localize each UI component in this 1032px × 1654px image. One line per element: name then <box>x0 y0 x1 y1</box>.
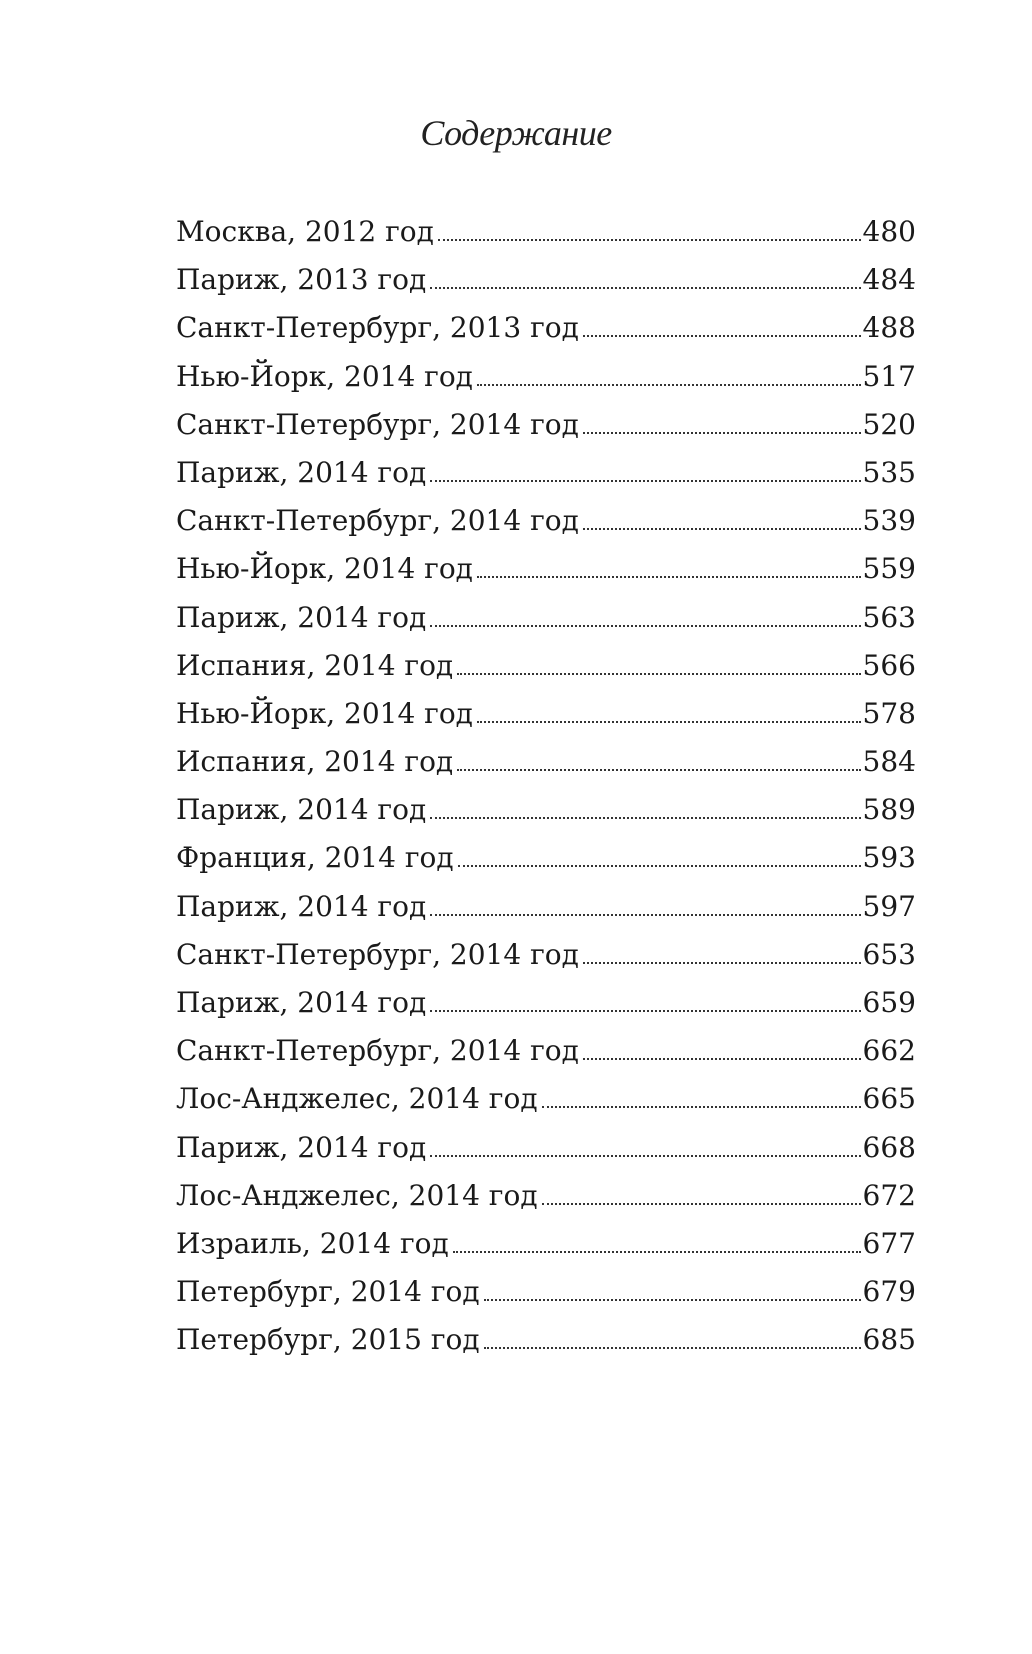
dot-leader <box>583 1058 861 1060</box>
toc-entry-page: 539 <box>862 504 916 538</box>
toc-entry-label: Лос-Анджелес, 2014 год <box>176 1082 538 1116</box>
toc-entry-page: 566 <box>862 648 916 682</box>
toc-entry[interactable] <box>176 738 916 786</box>
toc-entry-label: Париж, 2014 год <box>176 600 427 634</box>
dot-leader <box>430 914 860 916</box>
toc-entry[interactable] <box>176 353 916 401</box>
toc-entry-page: 668 <box>862 1130 916 1164</box>
toc-entry[interactable] <box>176 1268 916 1316</box>
toc-entry[interactable] <box>176 1075 916 1123</box>
toc-entry-page: 563 <box>862 600 916 634</box>
dot-leader <box>542 1203 861 1205</box>
toc-entry-label: Франция, 2014 год <box>176 841 454 875</box>
toc-entry-page: 593 <box>862 841 916 875</box>
toc-entry[interactable] <box>176 545 916 593</box>
page-title: Содержание <box>420 113 612 153</box>
toc-entry-label: Нью-Йорк, 2014 год <box>176 696 473 730</box>
dot-leader <box>484 1347 861 1349</box>
dot-leader <box>438 239 861 241</box>
toc-entry-label: Нью-Йорк, 2014 год <box>176 552 473 586</box>
toc-entry[interactable] <box>176 401 916 449</box>
dot-leader <box>430 817 860 819</box>
dot-leader <box>430 625 860 627</box>
toc-entry-page: 597 <box>862 889 916 923</box>
toc-entry[interactable] <box>176 449 916 497</box>
toc-entry-page: 520 <box>862 407 916 441</box>
toc-entry-page: 659 <box>862 986 916 1019</box>
dot-leader <box>430 1010 860 1012</box>
toc-entry-label: Санкт-Петербург, 2014 год <box>176 504 579 538</box>
toc-entry[interactable] <box>176 690 916 738</box>
dot-leader <box>542 1106 861 1108</box>
toc-entry-label: Париж, 2014 год <box>176 793 427 827</box>
toc-entry-page: 559 <box>862 552 916 586</box>
toc-entry[interactable] <box>176 304 916 352</box>
toc-entry-page: 685 <box>862 1323 916 1357</box>
toc-entry-page: 672 <box>862 1178 916 1212</box>
toc-entry-label: Петербург, 2014 год <box>176 1275 480 1309</box>
dot-leader <box>583 528 861 530</box>
toc-entry-page: 679 <box>862 1275 916 1309</box>
toc-entry-label: Париж, 2013 год <box>176 263 427 297</box>
dot-leader <box>583 335 861 337</box>
dot-leader <box>430 1155 860 1157</box>
toc-entry-label: Санкт-Петербург, 2013 год <box>176 311 579 345</box>
dot-leader <box>477 721 861 723</box>
toc-entry[interactable] <box>176 1316 916 1364</box>
toc-entry-label: Париж, 2014 год <box>176 455 427 489</box>
dot-leader <box>430 287 860 289</box>
toc-entry[interactable] <box>176 208 916 256</box>
dot-leader <box>453 1251 861 1253</box>
toc-entry-label: Санкт-Петербург, 2014 год <box>176 407 579 441</box>
toc-entry[interactable] <box>176 786 916 834</box>
toc-entry-page: 662 <box>862 1034 916 1068</box>
toc-entry-label: Санкт-Петербург, 2014 год <box>176 937 579 971</box>
toc-entry[interactable] <box>176 883 916 931</box>
dot-leader <box>457 673 860 675</box>
toc-entry[interactable] <box>176 1027 916 1075</box>
toc-entry-label: Испания, 2014 год <box>176 648 454 682</box>
toc-entry-label: Лос-Анджелес, 2014 год <box>176 1178 538 1212</box>
toc-entry[interactable] <box>176 931 916 979</box>
toc-entry[interactable] <box>176 642 916 690</box>
toc-entry[interactable] <box>176 1220 916 1268</box>
toc-entry-page: 480 <box>862 215 916 248</box>
dot-leader <box>583 962 861 964</box>
toc-entry-label: Испания, 2014 год <box>176 745 454 779</box>
toc-entry-page: 488 <box>862 311 916 345</box>
toc-entry-page: 535 <box>862 455 916 489</box>
toc-entry[interactable] <box>176 594 916 642</box>
dot-leader <box>458 865 861 867</box>
toc-entry[interactable] <box>176 256 916 304</box>
toc-entry[interactable] <box>176 979 916 1027</box>
toc-entry-label: Париж, 2014 год <box>176 1130 427 1164</box>
toc-entry-label: Москва, 2012 год <box>176 215 434 248</box>
toc-entry-page: 589 <box>862 793 916 827</box>
toc-entry[interactable] <box>176 1124 916 1172</box>
dot-leader <box>430 480 860 482</box>
dot-leader <box>477 576 861 578</box>
toc-entry[interactable] <box>176 497 916 545</box>
toc-entry-label: Париж, 2014 год <box>176 889 427 923</box>
toc-entry-page: 584 <box>862 745 916 779</box>
toc-entry-label: Санкт-Петербург, 2014 год <box>176 1034 579 1068</box>
toc-entry-page: 517 <box>862 359 916 393</box>
toc-entry-label: Париж, 2014 год <box>176 986 427 1019</box>
toc-entry-label: Нью-Йорк, 2014 год <box>176 359 473 393</box>
table-of-contents <box>176 208 916 1365</box>
dot-leader <box>457 769 860 771</box>
toc-entry-label: Израиль, 2014 год <box>176 1226 449 1260</box>
toc-entry[interactable] <box>176 1172 916 1220</box>
toc-entry-page: 653 <box>862 937 916 971</box>
toc-entry-page: 578 <box>862 696 916 730</box>
dot-leader <box>484 1299 861 1301</box>
toc-entry-page: 665 <box>862 1082 916 1116</box>
dot-leader <box>477 384 861 386</box>
dot-leader <box>583 432 861 434</box>
toc-entry-label: Петербург, 2015 год <box>176 1323 480 1357</box>
toc-entry-page: 677 <box>862 1226 916 1260</box>
toc-entry[interactable] <box>176 834 916 882</box>
toc-entry-page: 484 <box>862 263 916 297</box>
